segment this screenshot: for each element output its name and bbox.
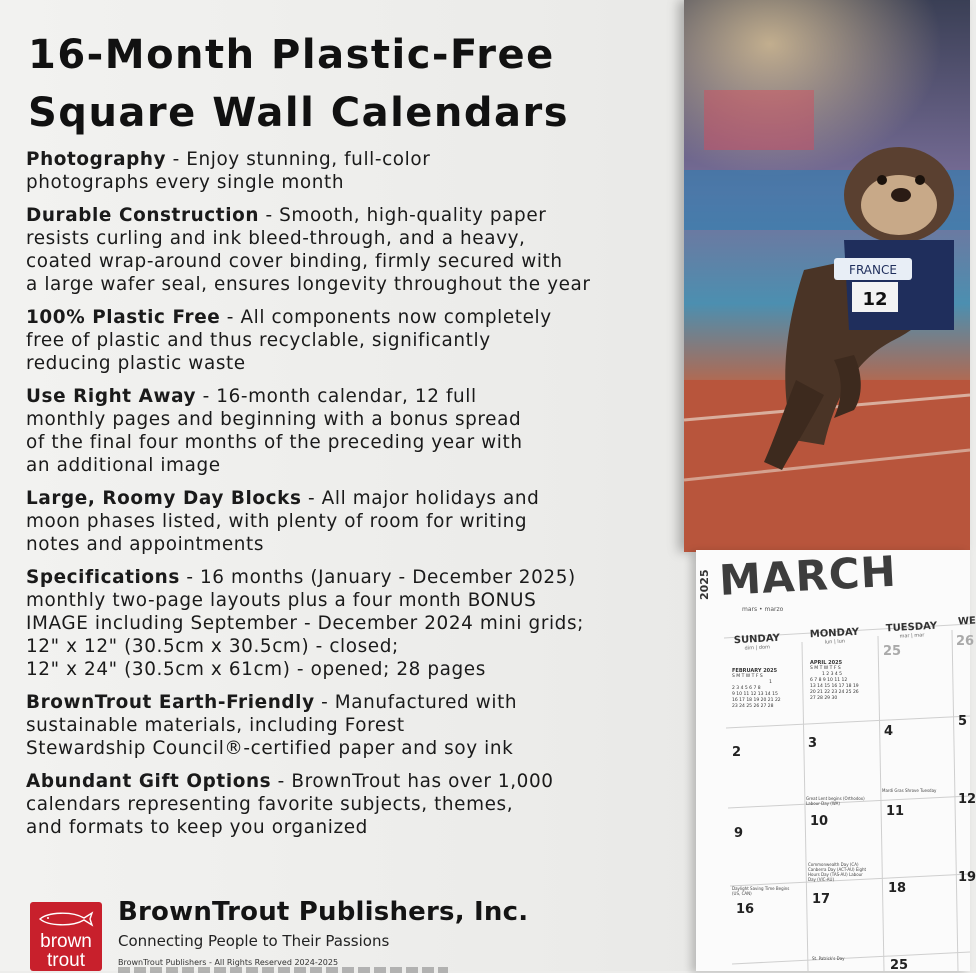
feature-heading: Photography [26,149,167,170]
feature-heading: BrownTrout Earth-Friendly [26,692,315,713]
day-header-monday [810,627,860,647]
month-translation: mars • marzo [742,606,784,613]
feature-line [26,273,676,296]
feature-line [26,589,676,612]
feature-text: - Manufactured with [314,692,518,713]
day-header-wednesday [958,616,976,628]
day-name: SUNDAY [733,632,781,647]
feature-text: - Enjoy stunning, full-color [166,149,431,170]
calendar-grid-page [696,546,976,973]
day-name: TUESDAY [885,620,938,635]
day-header-tuesday [886,621,938,641]
feature-text: monthly pages and beginning with a bonus spread [26,409,522,430]
publisher-name: BrownTrout Publishers, Inc. [118,897,529,927]
day-header-sunday [734,633,781,652]
day-number: 5 [958,714,968,729]
day-name: WE [957,615,976,628]
feature-line [26,691,676,714]
feature-heading: Abundant Gift Options [26,771,272,792]
feature-text: a large wafer seal, ensures longevity throughout the year [26,274,591,295]
mini-row: S M T W T F S [732,674,763,679]
day-sub: lun | lun [824,638,846,646]
mini-row: 9 10 11 12 13 14 15 [732,692,778,697]
feature-line [26,148,676,171]
feature-line [26,533,676,556]
feature-line [26,329,676,352]
feature-line [26,793,676,816]
feature-text: 12" x 24" (30.5cm x 61cm) - opened; 28 pages [26,659,486,680]
day-number: 9 [734,826,744,841]
holiday-note: St. Patrick's Day [812,956,845,961]
feature-line [26,737,676,760]
mini-row: 6 7 8 9 10 11 12 [810,678,848,683]
feature-text: IMAGE including September - December 2024 mini grids; [26,613,584,634]
feature-text: - BrownTrout has over 1,000 [271,771,554,792]
feature-text: monthly two-page layouts plus a four month BONUS [26,590,537,611]
mini-title: FEBRUARY 2025 [732,668,778,674]
feature-line [26,566,676,589]
feature-line [26,408,676,431]
browntrout-logo [30,902,102,971]
feature-item [26,204,676,296]
page-title [28,26,668,142]
feature-text: calendars representing favorite subjects, themes, [26,794,514,815]
day-number: 4 [884,724,894,739]
mini-row: 16 17 18 19 20 21 22 [732,698,781,703]
feature-heading: 100% Plastic Free [26,307,221,328]
day-number: 2 [732,745,742,760]
otter-photo [684,0,970,552]
feature-text: free of plastic and thus recyclable, significantly [26,330,491,351]
feature-text: an additional image [26,455,221,476]
jersey-country: FRANCE [849,263,897,277]
mini-row: 2 3 4 5 6 7 8 [732,686,761,691]
feature-heading: Use Right Away [26,386,197,407]
feature-text: - 16 months (January - December 2025) [179,567,576,588]
feature-item [26,306,676,375]
feature-item [26,770,676,839]
publisher-tagline: Connecting People to Their Passions [118,932,390,950]
day-number: 11 [886,804,905,819]
feature-line [26,431,676,454]
title-line-1: 16-Month Plastic-Free [28,32,555,78]
mini-row: 20 21 22 23 24 25 26 [810,690,859,695]
feature-line [26,635,676,658]
feature-text: - Smooth, high-quality paper [259,205,547,226]
trout-icon [38,910,94,928]
feature-line [26,250,676,273]
feature-heading: Specifications [26,567,180,588]
feature-line [26,487,676,510]
day-name: MONDAY [809,626,860,641]
feature-line [26,171,676,194]
mini-row: 23 24 25 26 27 28 [732,704,774,709]
feature-line [26,510,676,533]
feature-text: notes and appointments [26,534,265,555]
mini-row: 13 14 15 16 17 18 19 [810,684,859,689]
feature-text: - All components now completely [220,307,552,328]
feature-line [26,612,676,635]
feature-text: 12" x 12" (30.5cm x 30.5cm) - closed; [26,636,399,657]
holiday-note: Daylight Saving Time Begins (US, CAN) [732,886,790,896]
day-sub: dim | dom [744,644,771,652]
mini-row: 27 28 29 30 [810,696,838,701]
mini-calendar-april [810,660,859,702]
feature-line [26,306,676,329]
day-number: 3 [808,736,818,751]
feature-text: photographs every single month [26,172,345,193]
feature-text: - All major holidays and [301,488,540,509]
mini-calendar-february [732,668,781,710]
feature-text: of the final four months of the preceding year with [26,432,523,453]
holiday-note: Great Lent begins (Orthodox) Labour Day (WA) [806,796,865,806]
fine-print [118,967,448,973]
feature-line [26,385,676,408]
feature-line [26,204,676,227]
mini-row: 1 [769,680,772,685]
feature-list [26,148,676,849]
jersey-number: 12 [862,289,888,310]
logo-text-bottom: trout [46,950,86,971]
feature-text: reducing plastic waste [26,353,246,374]
feature-line [26,352,676,375]
day-number: 16 [736,902,755,917]
mini-row: S M T W T F S [810,666,841,671]
feature-text: resists curling and ink bleed-through, and a heavy, [26,228,526,249]
feature-item [26,385,676,477]
feature-text: moon phases listed, with plenty of room for writing [26,511,528,532]
day-number: 25 [890,958,909,973]
feature-heading: Durable Construction [26,205,260,226]
mini-row: 1 2 3 4 5 [822,672,843,677]
feature-text: Stewardship Council®-certified paper and soy ink [26,738,514,759]
feature-item [26,691,676,760]
day-number: 17 [812,892,831,907]
feature-line [26,770,676,793]
logo-text-top: brown [40,931,92,952]
calendar-year: 2025 [698,569,711,600]
feature-line [26,454,676,477]
feature-line [26,816,676,839]
feature-text: and formats to keep you organized [26,817,368,838]
feature-text: - 16-month calendar, 12 full [196,386,477,407]
calendar-month: MARCH [718,546,898,605]
feature-heading: Large, Roomy Day Blocks [26,488,302,509]
feature-text: sustainable materials, including Forest [26,715,405,736]
feature-line [26,714,676,737]
feature-line [26,658,676,681]
title-line-2: Square Wall Calendars [28,90,570,136]
holiday-note: Commonwealth Day (CA) Canberra Day (ACT-AU) Eight Hours Day (TAS-AU) Labour Day (VIC-AU) [808,862,867,882]
mini-title: APRIL 2025 [810,660,843,666]
calendar-preview [678,0,976,973]
day-number: 25 [883,644,902,659]
day-number: 19 [958,870,976,885]
feature-text: coated wrap-around cover binding, firmly secured with [26,251,563,272]
feature-item [26,566,676,681]
otter-athlete-image [684,0,970,552]
feature-item [26,487,676,556]
feature-item [26,148,676,194]
day-number: 26 [956,634,975,649]
copyright-text: BrownTrout Publishers - All Rights Reserved 2024-2025 [118,958,339,967]
day-sub: mar | mar [899,632,925,640]
day-number: 18 [888,881,907,896]
day-number: 12 [958,792,976,807]
feature-line [26,227,676,250]
holiday-note: Mardi Gras Shrove Tuesday [882,788,937,793]
day-number: 10 [810,814,829,829]
